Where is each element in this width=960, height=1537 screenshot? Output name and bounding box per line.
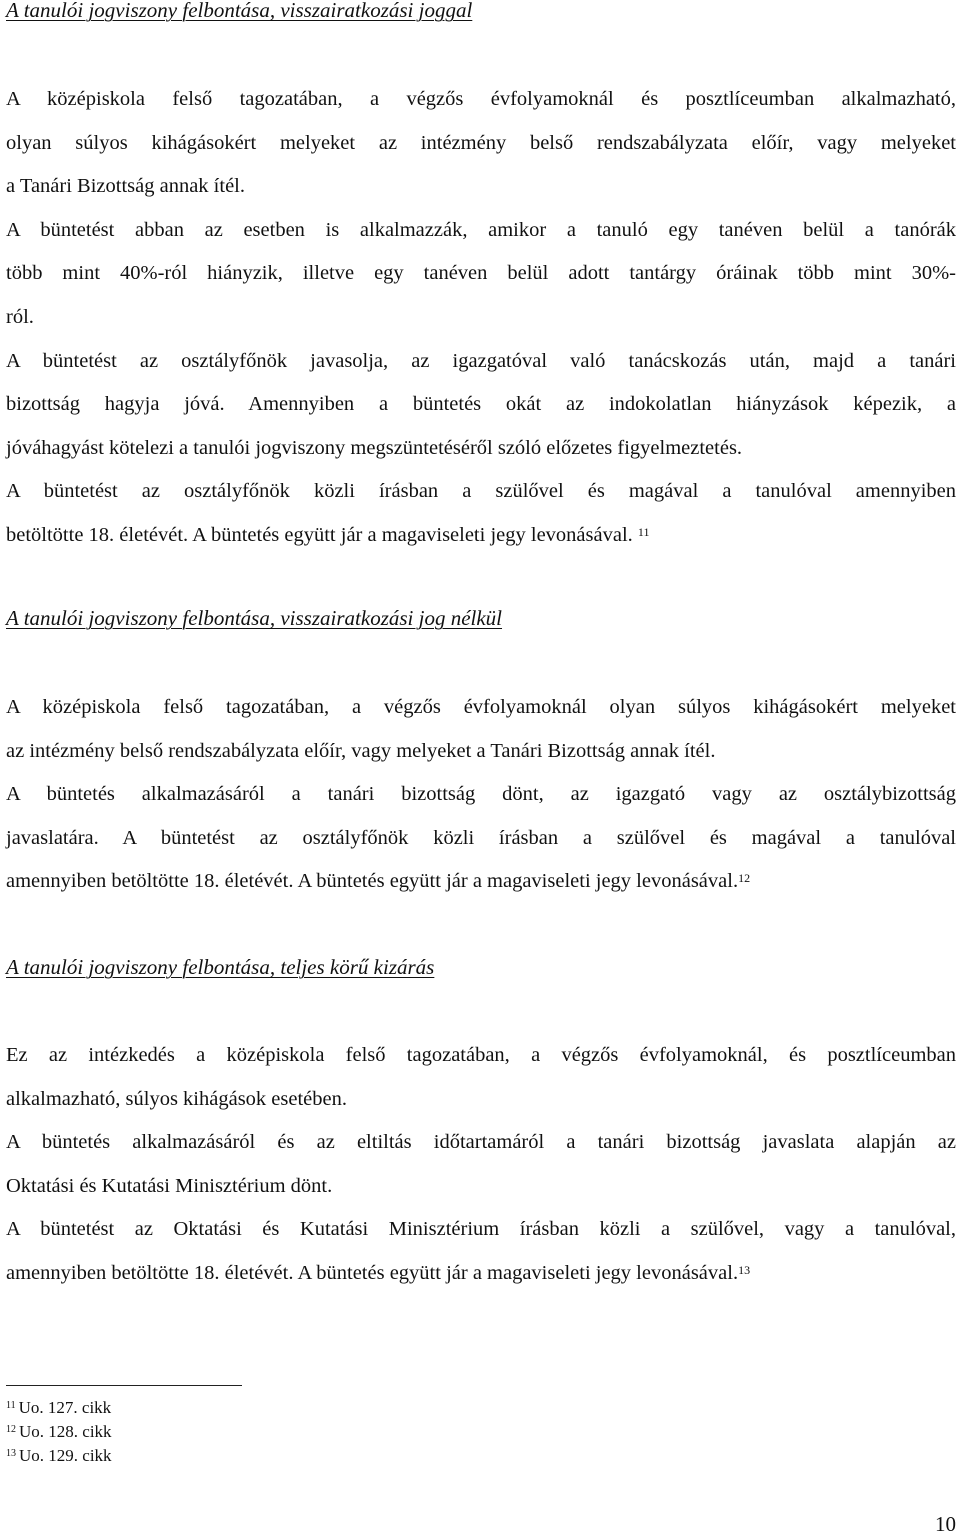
text-line: több mint 40%-ról hiányzik, illetve egy tanéven belül adott tantárgy óráinak több mint 30%- — [6, 262, 956, 285]
footnote-reference[interactable]: 12 — [738, 871, 751, 886]
text-line: A büntetést az osztályfőnök javasolja, az igazgatóval való tanácskozás után, majd a tanári — [6, 349, 956, 372]
footnote-number: 13 — [6, 1448, 16, 1459]
footnote — [6, 1420, 112, 1444]
page-number: 10 — [935, 1512, 956, 1536]
text-line: Ez az intézkedés a középiskola felső tagozatában, a végzős évfolyamoknál, és posztlíceumban — [6, 1044, 956, 1066]
text-line: a Tanári Bizottság annak ítél. — [6, 175, 245, 198]
section-heading: A tanulói jogviszony felbontása, visszairatkozási joggal — [6, 0, 473, 22]
text-line: A büntetés alkalmazásáról a tanári bizottság dönt, az igazgató vagy az osztálybizottság — [6, 783, 956, 806]
text-line: A büntetést az osztályfőnök közli írásban a szülővel és magával a tanulóval amennyiben — [6, 480, 956, 503]
text-line: amennyiben betöltötte 18. életévét. A büntetés együtt jár a magaviseleti jegy levonásával. — [6, 870, 739, 893]
section-heading: A tanulói jogviszony felbontása, teljes körű kizárás — [6, 955, 435, 979]
text-line: olyan súlyos kihágásokért melyeket az intézmény belső rendszabályzata előír, vagy melyeket — [6, 131, 956, 154]
section-heading: A tanulói jogviszony felbontása, visszairatkozási jog nélkül — [6, 606, 503, 630]
text-line: jóváhagyást kötelezi a tanulói jogviszony megszüntetéséről szóló előzetes figyelmeztetés. — [6, 436, 743, 459]
footnote-reference[interactable]: 11 — [637, 524, 650, 539]
text-line: ról. — [6, 305, 34, 328]
text-line: Oktatási és Kutatási Minisztérium dönt. — [6, 1174, 333, 1197]
section-body — [6, 78, 956, 558]
footnote-number: 11 — [6, 1400, 16, 1411]
text-line: az intézmény belső rendszabályzata előír, vagy melyeket a Tanári Bizottság annak ítél. — [6, 739, 716, 762]
footnote-text: Uo. 129. cikk — [19, 1446, 112, 1465]
footnote-separator — [6, 1385, 242, 1386]
text-line: betöltötte 18. életévét. A büntetés együtt jár a magaviseleti jegy levonásával. — [6, 523, 638, 546]
footnote-text: Uo. 128. cikk — [19, 1422, 112, 1441]
footnote-number: 12 — [6, 1424, 16, 1435]
text-line-with-footnote — [6, 860, 956, 904]
footnotes — [6, 1396, 112, 1468]
text-line: alkalmazható, súlyos kihágások esetében. — [6, 1087, 347, 1110]
text-line-with-footnote — [6, 1252, 956, 1296]
text-line: A büntetés alkalmazásáról és az eltiltás időtartamáról a tanári bizottság javaslata alapján az — [6, 1131, 956, 1154]
section-body — [6, 686, 956, 904]
text-line: A büntetést abban az esetben is alkalmazzák, amikor a tanuló egy tanéven belül a tanórák — [6, 218, 956, 241]
text-line: javaslatára. A büntetést az osztályfőnök közli írásban a szülővel és magával a tanulóval — [6, 826, 956, 849]
footnote — [6, 1444, 112, 1468]
footnote — [6, 1396, 112, 1420]
text-line: amennyiben betöltötte 18. életévét. A büntetés együtt jár a magaviseleti jegy levonásával. — [6, 1261, 739, 1284]
text-line: A középiskola felső tagozatában, a végzős évfolyamoknál olyan súlyos kihágásokért melyeket — [6, 696, 956, 718]
text-line: bizottság hagyja jóvá. Amennyiben a büntetés okát az indokolatlan hiányzások képezik, a — [6, 393, 956, 416]
section-body — [6, 1034, 956, 1296]
text-line-with-footnote — [6, 514, 956, 558]
footnote-reference[interactable]: 13 — [738, 1262, 751, 1277]
footnote-text: Uo. 127. cikk — [18, 1398, 112, 1417]
text-line: A középiskola felső tagozatában, a végzős évfolyamoknál és posztlíceumban alkalmazható, — [6, 88, 956, 110]
text-line: A büntetést az Oktatási és Kutatási Minisztérium írásban közli a szülővel, vagy a tanulóval, — [6, 1218, 956, 1241]
